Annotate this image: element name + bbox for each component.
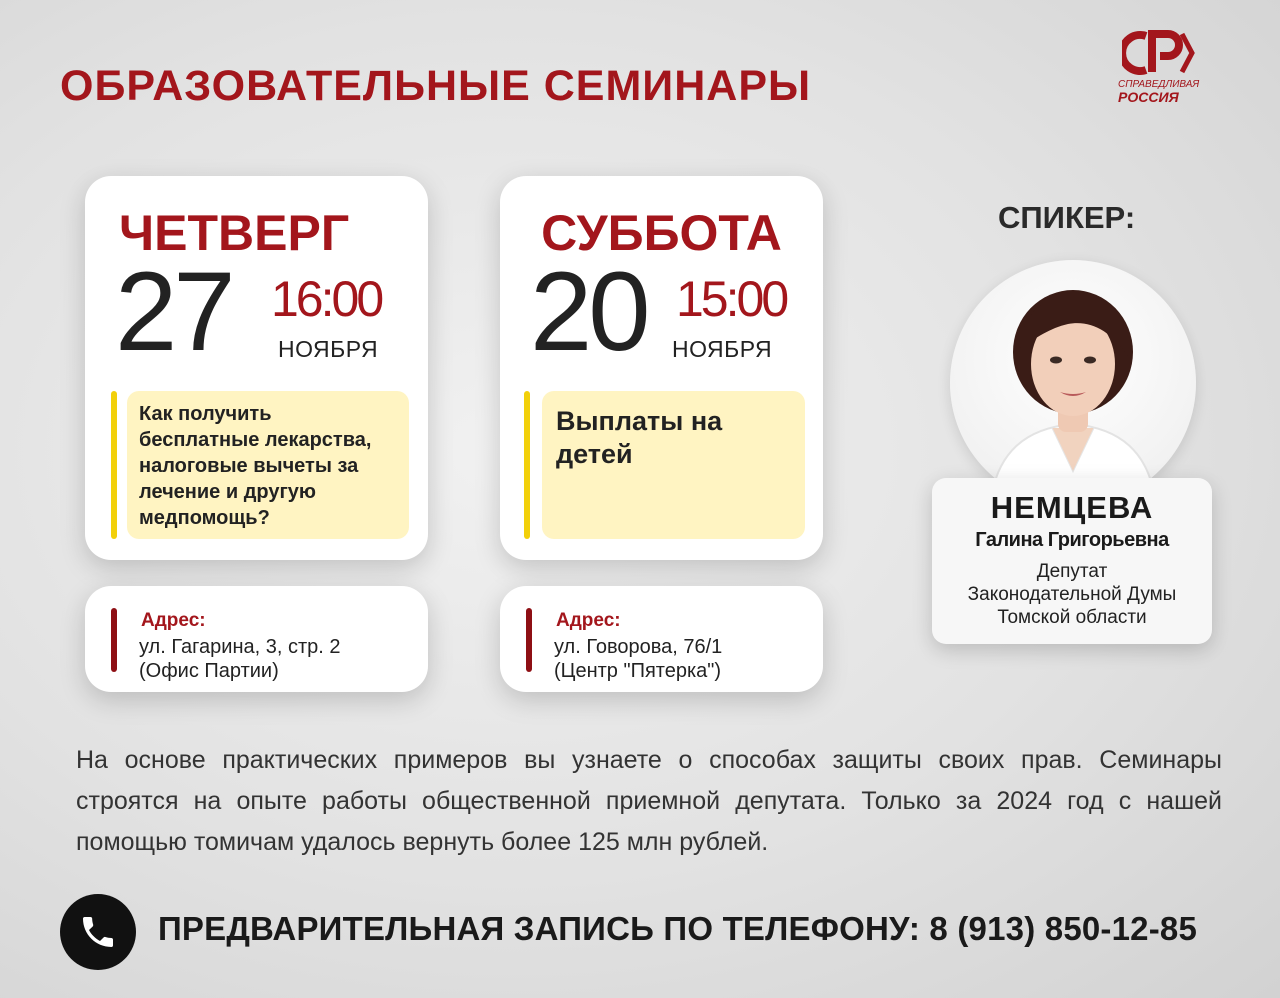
address-label: Адрес:: [556, 610, 621, 631]
day-name: СУББОТА: [541, 205, 782, 261]
address-street: ул. Гагарина, 3, стр. 2: [139, 636, 341, 658]
day-name: ЧЕТВЕРГ: [119, 205, 350, 261]
speaker-name-card: [932, 478, 1212, 644]
seminar-card-saturday: [500, 176, 823, 560]
description-text: На основе практических примеров вы узнаете о способах защиты своих прав. Семинары строятся на опыте работы общественной приемной депутата. Только за 2024 год с нашей помощью томичам удалось вернуть более 125 млн рублей.: [76, 746, 1222, 856]
date-number: 20: [530, 249, 647, 374]
seminar-month: НОЯБРЯ: [278, 336, 379, 362]
seminar-month: НОЯБРЯ: [672, 336, 773, 362]
speaker-position: Депутат: [1036, 561, 1108, 582]
registration-phone-text[interactable]: ПРЕДВАРИТЕЛЬНАЯ ЗАПИСЬ ПО ТЕЛЕФОНУ: 8 (913) 850-12-85: [158, 910, 1198, 947]
speaker-label: СПИКЕР:: [998, 200, 1136, 235]
page-title: ОБРАЗОВАТЕЛЬНЫЕ СЕМИНАРЫ: [60, 62, 812, 110]
address-place: (Офис Партии): [139, 660, 279, 682]
speaker-portrait: [950, 260, 1196, 506]
topic-accent-bar: [524, 391, 530, 539]
party-logo-mark: [1122, 30, 1202, 76]
seminar-time: 15:00: [676, 271, 787, 327]
address-accent-bar: [526, 608, 532, 672]
date-number: 27: [115, 249, 232, 374]
seminar-card-thursday: [85, 176, 428, 560]
phone-icon: [60, 894, 136, 970]
address-place: (Центр "Пятерка"): [554, 660, 722, 682]
seminar-topic: Как получить бесплатные лекарства, налоговые вычеты за лечение и другую медпомощь?: [127, 391, 409, 539]
phone-glyph: [78, 912, 118, 952]
topic-accent-bar: [111, 391, 117, 539]
party-logo-text: [1118, 78, 1206, 104]
address-street: ул. Говорова, 76/1: [554, 636, 723, 658]
seminar-topic: Выплаты на детей: [542, 391, 805, 539]
address-card-saturday: [500, 586, 823, 692]
speaker-surname: НЕМЦЕВА: [990, 490, 1154, 525]
party-logo: [1116, 30, 1206, 110]
address-card-thursday: [85, 586, 428, 692]
speaker-given-names: Галина Григорьевна: [975, 529, 1169, 551]
logo-line-1: СПРАВЕДЛИВАЯ: [1118, 79, 1200, 90]
address-accent-bar: [111, 608, 117, 672]
speaker-photo: [950, 260, 1196, 506]
speaker-position: Законодательной Думы: [967, 584, 1177, 605]
address-label: Адрес:: [141, 610, 206, 631]
seminar-time: 16:00: [271, 271, 382, 327]
speaker-position: Томской области: [997, 607, 1147, 628]
logo-line-2: РОССИЯ: [1118, 89, 1179, 105]
